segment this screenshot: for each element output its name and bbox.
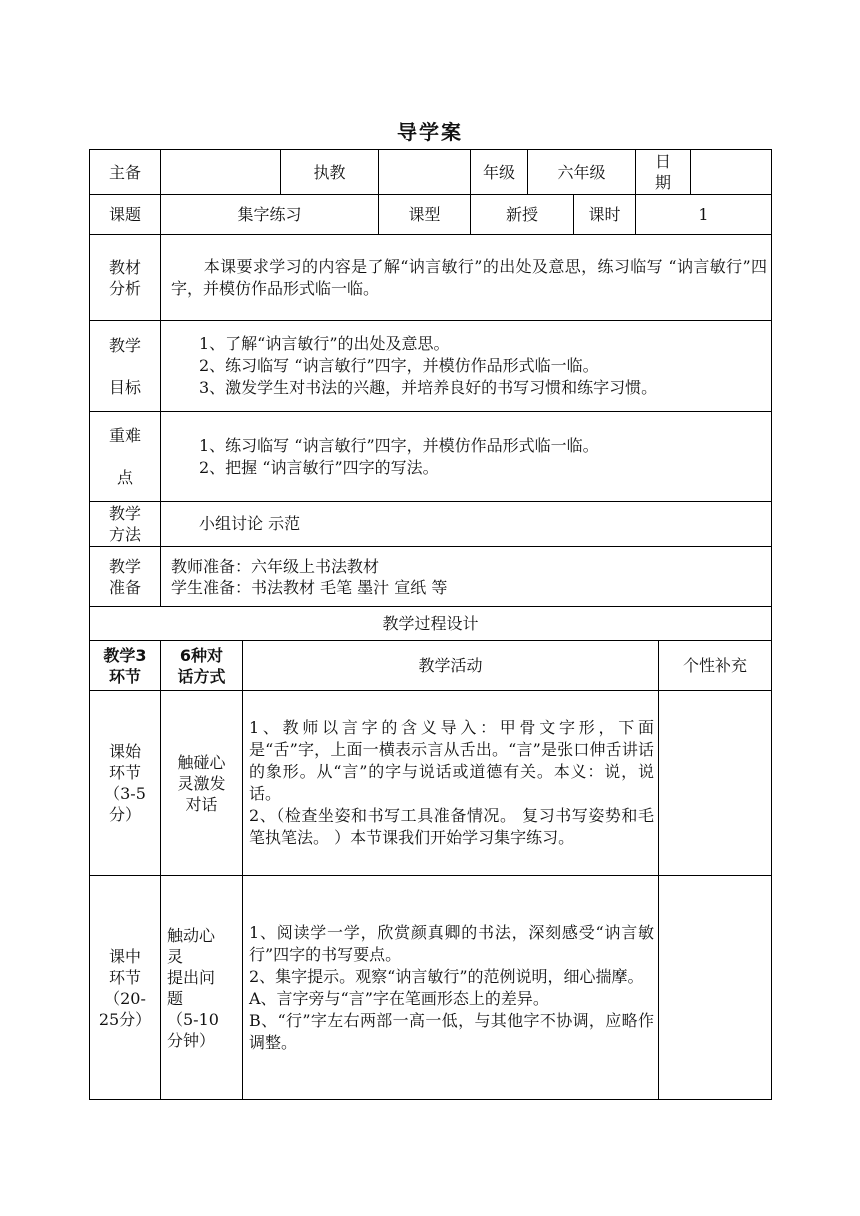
date-label: 日 期 bbox=[636, 150, 691, 195]
col-activity-header: 教学活动 bbox=[243, 641, 659, 691]
preparation-label: 教学 准备 bbox=[90, 547, 161, 607]
col-supplement-header: 个性补充 bbox=[659, 641, 772, 691]
supplement-cell bbox=[659, 876, 772, 1100]
table-row bbox=[90, 691, 772, 876]
dialog-cell: 触碰心 灵激发 对话 bbox=[161, 691, 243, 876]
goal-item-3: 3、激发学生对书法的兴趣，并培养良好的书写习惯和练字习惯。 bbox=[199, 378, 658, 397]
topic-value: 集字练习 bbox=[161, 195, 379, 235]
teacher-preparation: 教师准备：六年级上书法教材 bbox=[171, 556, 380, 576]
process-table bbox=[89, 640, 772, 1100]
grade-label: 年级 bbox=[471, 150, 528, 195]
topic-label: 课题 bbox=[90, 195, 161, 235]
goal-item-2: 2、练习临写 “讷言敏行”四字，并模仿作品形式临一临。 bbox=[199, 356, 599, 375]
goals-label: 教学 目标 bbox=[90, 321, 161, 412]
table-row bbox=[90, 876, 772, 1100]
zhijiao-value bbox=[379, 150, 471, 195]
activity-cell: 1、教师以言字的含义导入：甲骨文字形，下面是“舌”字，上面一横表示言从舌出。“言”是张口伸舌讲话的象形。从“言”的字与说话或道德有关。本义：说，说话。 2、（检查坐姿和书写工具准备情况。 复习书写姿势和毛笔执笔法。 ）本节课我们开始学习集字练习。 bbox=[243, 691, 659, 876]
method-label: 教学 方法 bbox=[90, 502, 161, 547]
dialog-cell: 触动心 灵 提出问 题 （5-10 分钟） bbox=[161, 876, 243, 1100]
stage-cell: 课中 环节 （20- 25分） bbox=[90, 876, 161, 1100]
period-value: 1 bbox=[636, 195, 772, 235]
difficulty-list bbox=[161, 412, 772, 502]
col-stage-header: 教学3 环节 bbox=[90, 641, 161, 691]
col-dialog-header: 6种对 话方式 bbox=[161, 641, 243, 691]
method-text: 小组讨论 示范 bbox=[161, 502, 772, 547]
student-preparation: 学生准备：书法教材 毛笔 墨汁 宣纸 等 bbox=[171, 577, 448, 597]
analysis-label: 教材 分析 bbox=[90, 235, 161, 321]
supplement-cell bbox=[659, 691, 772, 876]
period-label: 课时 bbox=[574, 195, 636, 235]
process-heading: 教学过程设计 bbox=[90, 607, 772, 641]
grade-value: 六年级 bbox=[528, 150, 636, 195]
difficulty-label: 重难 点 bbox=[90, 412, 161, 502]
analysis-text: 本课要求学习的内容是了解“讷言敏行”的出处及意思，练习临写 “讷言敏行”四字，并模仿作品形式临一临。 bbox=[161, 235, 772, 321]
goal-item-1: 1、了解“讷言敏行”的出处及意思。 bbox=[199, 334, 450, 353]
stage-cell: 课始 环节 （3-5 分） bbox=[90, 691, 161, 876]
lesson-type-value: 新授 bbox=[471, 195, 574, 235]
zhubei-label: 主备 bbox=[90, 150, 161, 195]
zhijiao-label: 执教 bbox=[281, 150, 379, 195]
activity-cell: 1、阅读学一学，欣赏颜真卿的书法，深刻感受“讷言敏行”四字的书写要点。 2、集字提示。观察“讷言敏行”的范例说明，细心揣摩。 A、言字旁与“言”字在笔画形态上的差异。 B、“行”字左右两部一高一低，与其他字不协调，应略作调整。 bbox=[243, 876, 659, 1100]
difficulty-item-2: 2、把握 “讷言敏行”四字的写法。 bbox=[199, 457, 439, 477]
lesson-type-label: 课型 bbox=[379, 195, 471, 235]
info-table bbox=[89, 149, 772, 641]
page-title: 导学案 bbox=[397, 120, 463, 144]
zhubei-value bbox=[161, 150, 281, 195]
difficulty-item-1: 1、练习临写 “讷言敏行”四字，并模仿作品形式临一临。 bbox=[199, 435, 599, 455]
goals-list bbox=[161, 321, 772, 412]
preparation-content bbox=[161, 547, 772, 607]
date-value bbox=[691, 150, 772, 195]
